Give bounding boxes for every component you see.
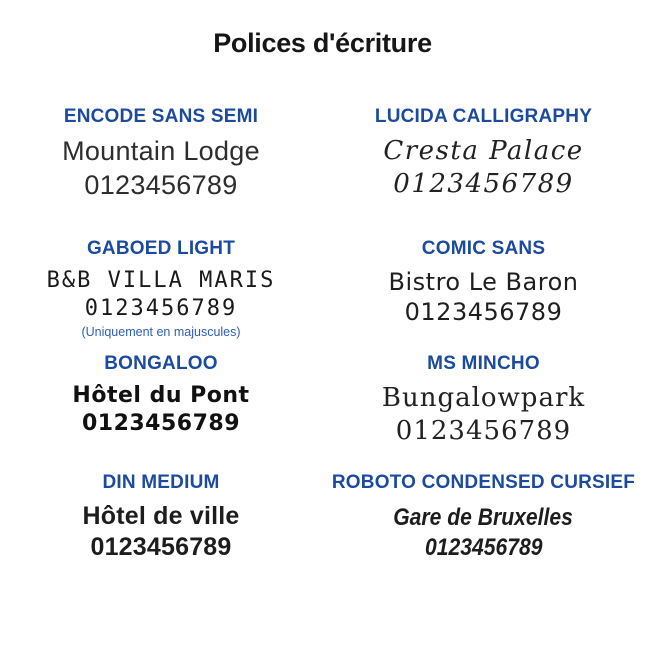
font-digits: 0123456789 [404, 298, 563, 327]
page-title: Polices d'écriture [213, 28, 432, 58]
font-digits: 0123456789 [81, 410, 241, 436]
font-block-comic-sans [322, 237, 645, 352]
font-name: MS MINCHO [427, 353, 540, 375]
font-name: LUCIDA CALLIGRAPHY [374, 106, 593, 128]
font-block-bongaloo [0, 352, 322, 471]
font-digits: 0123456789 [393, 168, 574, 199]
font-sample: B&B VILLA MARIS [46, 268, 276, 294]
font-name: DIN MEDIUM [102, 472, 220, 494]
font-sample: Mountain Lodge [62, 136, 260, 167]
font-digits: 0123456789 [395, 415, 572, 446]
font-block-lucida-calligraphy [322, 105, 645, 237]
font-block-din-medium [0, 471, 322, 591]
font-sample: Cresta Palace [383, 136, 584, 167]
font-digits: 0123456789 [90, 533, 232, 562]
font-note-uppercase-only: (Uniquement en majuscules) [81, 325, 241, 340]
font-name: BONGALOO [104, 353, 218, 375]
font-block-gaboed-light [0, 237, 322, 352]
font-sample: Hôtel du Pont [72, 383, 250, 409]
font-sample: Hôtel de ville [82, 502, 240, 531]
font-specimen-grid [0, 105, 645, 591]
font-block-encode-sans-semi [0, 105, 322, 237]
font-sample: Gare de Bruxelles [393, 504, 574, 532]
font-name: COMIC SANS [421, 238, 546, 260]
font-block-ms-mincho [322, 352, 645, 471]
font-digits: 0123456789 [424, 534, 543, 562]
font-name: ROBOTO CONDENSED CURSIEF [331, 472, 636, 494]
font-digits: 0123456789 [84, 295, 238, 321]
font-sample: Bistro Le Baron [388, 268, 579, 297]
font-sample: Bungalowpark [381, 383, 586, 414]
font-block-roboto-condensed-cursief [322, 471, 645, 591]
font-digits: 0123456789 [84, 169, 238, 200]
font-name: GABOED LIGHT [86, 238, 236, 260]
font-name: ENCODE SANS SEMI [63, 106, 259, 128]
